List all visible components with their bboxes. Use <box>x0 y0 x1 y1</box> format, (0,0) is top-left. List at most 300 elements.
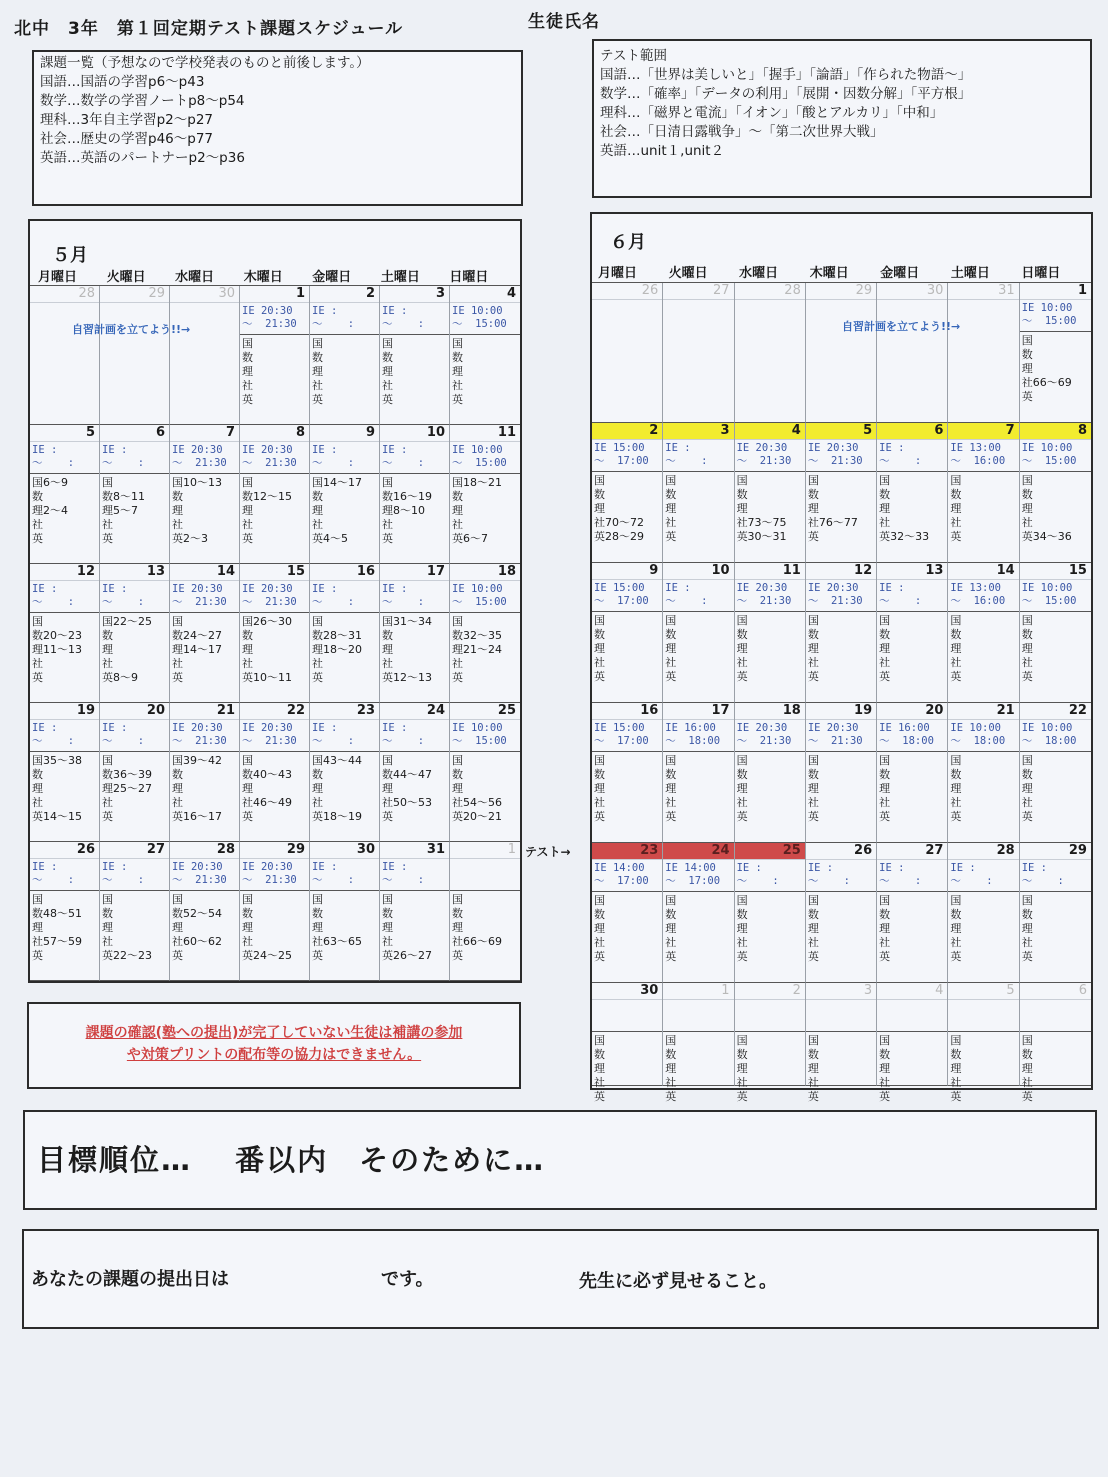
may-day-cell <box>240 286 310 425</box>
ie-time-slot: IE : ～ : <box>380 442 449 474</box>
may-day-cell <box>310 425 380 564</box>
day-number: 30 <box>592 983 662 1000</box>
test-range-line: 社会…「日清日露戦争」～「第二次世界大戦」 <box>600 124 884 140</box>
may-grid <box>30 285 520 981</box>
day-number: 4 <box>450 286 520 303</box>
june-day-cell <box>592 843 663 983</box>
june-day-cell <box>806 843 877 983</box>
ie-time-slot: IE : ～ : <box>100 859 169 891</box>
subject-pages: 国 数 理 社 英 <box>452 337 463 406</box>
day-number: 8 <box>1020 423 1091 440</box>
may-day-cell <box>100 425 170 564</box>
day-number: 7 <box>170 425 239 442</box>
warning-line-1: 課題の確認(塾への提出)が完了していない生徒は補講の参加 <box>85 1025 463 1041</box>
subject-pages: 国26～30 数 理 社 英10～11 <box>242 615 292 684</box>
ie-time-slot: IE 10:00 ～ 15:00 <box>450 303 520 335</box>
ie-time-slot: IE : ～ : <box>30 859 99 891</box>
ie-time-slot: IE : ～ : <box>380 303 449 335</box>
ie-time-slot: IE 20:30 ～ 21:30 <box>240 442 309 474</box>
day-number: 10 <box>380 425 449 442</box>
ie-time-slot: IE : ～ : <box>310 720 379 752</box>
ie-time-slot: IE 20:30 ～ 21:30 <box>170 720 239 752</box>
may-day-cell <box>240 842 310 981</box>
subject-pages: 国 数 理 社 英 <box>312 337 323 406</box>
ie-time-slot <box>663 300 733 332</box>
june-day-cell <box>877 843 948 983</box>
subject-pages: 国 数20～23 理11～13 社 英 <box>32 615 82 684</box>
day-number: 14 <box>948 563 1018 580</box>
test-range-line: 英語…unit１,unit２ <box>600 143 725 159</box>
day-number: 28 <box>170 842 239 859</box>
june-weekday-row <box>598 262 1092 281</box>
june-weekday-header: 金曜日 <box>880 266 920 281</box>
subject-pages: 国 数 理 社 英 <box>665 474 677 543</box>
day-number: 26 <box>806 843 876 860</box>
day-number: 24 <box>380 703 449 720</box>
subject-pages: 国 数 理 社76～77 英 <box>807 474 858 543</box>
subject-pages: 国31～34 数 理 社 英12～13 <box>382 615 432 684</box>
may-day-cell <box>240 425 310 564</box>
ie-time-slot <box>735 1000 805 1032</box>
subject-pages: 国 数32～35 理21～24 社 英 <box>452 615 502 684</box>
june-day-cell <box>948 283 1019 423</box>
june-day-cell <box>1020 423 1091 563</box>
subject-pages: 国 数 理 社 英 <box>665 894 677 963</box>
ie-time-slot <box>735 300 805 332</box>
subject-pages: 国 数 理 社70～72 英28～29 <box>594 474 644 543</box>
test-range-line: 国語…「世界は美しいと」「握手」「論語」「作られた物語～」 <box>600 67 972 83</box>
day-number: 9 <box>592 563 662 580</box>
ie-time-slot: IE : ～ : <box>948 860 1018 892</box>
june-day-cell <box>592 563 663 703</box>
subject-pages: 国 数 理 社 英 <box>594 894 605 963</box>
ie-time-slot: IE 13:00 ～ 16:00 <box>948 580 1018 612</box>
june-day-cell <box>735 423 806 563</box>
june-day-cell <box>1020 843 1091 983</box>
ie-time-slot: IE 14:00 ～ 17:00 <box>663 860 733 892</box>
day-number: 25 <box>450 703 520 720</box>
day-number: 23 <box>310 703 379 720</box>
may-day-cell <box>380 286 450 425</box>
subject-pages: 国 数 理 社 英32～33 <box>879 474 930 543</box>
ie-time-slot: IE : ～ : <box>735 860 805 892</box>
assignment-line: 数学…数学の学習ノートp8～p54 <box>40 93 245 109</box>
day-number: 9 <box>310 425 379 442</box>
ie-time-slot: IE : ～ : <box>380 581 449 613</box>
june-plan-note: 自習計画を立てよう!!→ <box>842 320 961 333</box>
subject-pages: 国 数12～15 理 社 英 <box>242 476 292 545</box>
may-day-cell <box>170 842 240 981</box>
day-number: 6 <box>877 423 947 440</box>
day-number: 26 <box>592 283 662 300</box>
ie-time-slot: IE : ～ : <box>310 859 379 891</box>
ie-time-slot: IE : ～ : <box>877 860 947 892</box>
day-number: 16 <box>592 703 662 720</box>
day-number: 6 <box>100 425 169 442</box>
subject-pages: 国18～21 数 理 社 英6～7 <box>452 476 502 545</box>
subject-pages: 国 数 理 社73～75 英30～31 <box>736 474 787 543</box>
day-number: 29 <box>100 286 169 303</box>
day-number: 3 <box>380 286 449 303</box>
ie-time-slot: IE 10:00 ～ 15:00 <box>1020 580 1091 612</box>
may-day-cell <box>100 286 170 425</box>
subject-pages: 国10～13 数 理 社 英2～3 <box>172 476 222 545</box>
ie-time-slot: IE : ～ : <box>30 720 99 752</box>
day-number: 22 <box>1020 703 1091 720</box>
june-day-cell <box>948 563 1019 703</box>
day-number: 25 <box>735 843 805 860</box>
ie-time-slot: IE 14:00 ～ 17:00 <box>592 860 662 892</box>
ie-time-slot: IE 20:30 ～ 21:30 <box>735 580 805 612</box>
ie-time-slot: IE 10:00 ～ 15:00 <box>1020 440 1091 472</box>
subject-pages: 国 数 理 社 英 <box>736 614 748 683</box>
subject-pages: 国 数 理 社 英 <box>950 614 962 683</box>
may-day-cell <box>310 286 380 425</box>
ie-time-slot: IE 20:30 ～ 21:30 <box>240 581 309 613</box>
june-day-cell <box>592 703 663 843</box>
june-day-cell <box>1020 283 1091 423</box>
june-day-cell <box>663 703 734 843</box>
june-day-cell <box>663 563 734 703</box>
june-weekday-header: 日曜日 <box>1021 266 1061 281</box>
day-number: 5 <box>806 423 876 440</box>
day-number: 18 <box>450 564 520 581</box>
ie-time-slot: IE : ～ : <box>663 580 733 612</box>
subject-pages: 国 数 理 社 英 <box>665 614 677 683</box>
submission-text-1: あなたの課題の提出日は <box>31 1269 229 1290</box>
june-day-cell <box>948 423 1019 563</box>
june-calendar <box>590 212 1093 1103</box>
june-weekday-header: 土曜日 <box>950 266 990 281</box>
day-number: 14 <box>170 564 239 581</box>
may-day-cell <box>380 425 450 564</box>
may-day-cell <box>310 703 380 842</box>
page-title: 北中 3年 第１回定期テスト課題スケジュール <box>14 19 404 39</box>
day-number: 11 <box>735 563 805 580</box>
ie-time-slot: IE : ～ : <box>30 442 99 474</box>
subject-pages: 国 数 理 社 英 <box>950 894 962 963</box>
test-range-line: 理科…「磁界と電流」「イオン」「酸とアルカリ」「中和」 <box>600 105 944 121</box>
subject-pages: 国 数 理 社 英 <box>950 474 962 543</box>
may-day-cell <box>30 703 100 842</box>
subject-pages: 国 数 理 社 英34～36 <box>1021 474 1072 543</box>
ie-time-slot: IE : ～ : <box>100 442 169 474</box>
subject-pages: 国 数 理 社 英26～27 <box>382 893 432 962</box>
june-day-cell <box>735 843 806 983</box>
ie-time-slot: IE 20:30 ～ 21:30 <box>170 442 239 474</box>
may-day-cell <box>450 703 520 842</box>
subject-pages: 国 数 理 社 英 <box>382 337 393 406</box>
may-weekday-header: 日曜日 <box>449 270 489 285</box>
may-day-cell <box>380 842 450 981</box>
ie-time-slot: IE 13:00 ～ 16:00 <box>948 440 1018 472</box>
subject-pages: 国 数36～39 理25～27 社 英 <box>102 754 152 823</box>
subject-pages: 国14～17 数 理 社 英4～5 <box>312 476 362 545</box>
subject-pages: 国 数24～27 理14～17 社 英 <box>172 615 222 684</box>
may-month-label: ５月 <box>52 245 88 266</box>
subject-pages: 国 数 理 社 英 <box>1021 1034 1033 1103</box>
day-number: 17 <box>663 703 733 720</box>
subject-pages: 国 数 理 社 英 <box>736 1034 748 1103</box>
ie-time-slot: IE 20:30 ～ 21:30 <box>806 720 876 752</box>
day-number: 1 <box>663 983 733 1000</box>
day-number: 15 <box>240 564 309 581</box>
submission-text-3: 先生に必ず見せること。 <box>579 1271 777 1292</box>
day-number: 2 <box>592 423 662 440</box>
june-grid <box>592 282 1091 1103</box>
subject-pages: 国 数 理 社 英 <box>879 754 891 823</box>
june-day-cell <box>592 283 663 423</box>
day-number: 4 <box>735 423 805 440</box>
ie-time-slot: IE 20:30 ～ 21:30 <box>806 580 876 612</box>
june-day-cell <box>806 703 877 843</box>
june-day-cell <box>948 703 1019 843</box>
subject-pages: 国 数 理 社 英 <box>736 754 748 823</box>
submission-box <box>22 1229 1099 1329</box>
may-day-cell <box>100 564 170 703</box>
day-number: 12 <box>30 564 99 581</box>
may-day-cell <box>30 425 100 564</box>
may-day-cell <box>310 842 380 981</box>
day-number: 27 <box>877 843 947 860</box>
subject-pages: 国 数44～47 理 社50～53 英 <box>382 754 432 823</box>
test-range-line: 数学…「確率」「データの利用」「展開・因数分解」「平方根」 <box>600 86 972 102</box>
day-number: 30 <box>170 286 239 303</box>
subject-pages <box>663 332 733 334</box>
ie-time-slot <box>806 1000 876 1032</box>
ie-time-slot <box>663 1000 733 1032</box>
ie-time-slot: IE : ～ : <box>30 581 99 613</box>
ie-time-slot: IE 15:00 ～ 17:00 <box>592 720 662 752</box>
june-weekday-header: 月曜日 <box>598 266 638 281</box>
ie-time-slot: IE : ～ : <box>877 440 947 472</box>
subject-pages: 国 数 理 社 英 <box>1021 614 1033 683</box>
day-number: 24 <box>663 843 733 860</box>
ie-time-slot: IE 20:30 ～ 21:30 <box>170 581 239 613</box>
day-number: 29 <box>240 842 309 859</box>
day-number: 1 <box>450 842 520 859</box>
day-number: 28 <box>948 843 1018 860</box>
ie-time-slot: IE 15:00 ～ 17:00 <box>592 440 662 472</box>
june-day-cell <box>806 983 877 1103</box>
ie-time-slot: IE 20:30 ～ 21:30 <box>806 440 876 472</box>
subject-pages: 国 数 理 社 英22～23 <box>102 893 152 962</box>
day-number: 23 <box>592 843 662 860</box>
day-number: 5 <box>948 983 1018 1000</box>
june-day-cell <box>663 423 734 563</box>
ie-time-slot: IE : ～ : <box>380 720 449 752</box>
subject-pages: 国 数 理 社66～69 英 <box>452 893 502 962</box>
warning-line-2: や対策プリントの配布等の協力はできません。 <box>126 1047 422 1063</box>
day-number: 12 <box>806 563 876 580</box>
subject-pages: 国 数 理 社 英 <box>807 754 819 823</box>
june-weekday-header: 木曜日 <box>809 266 849 281</box>
ie-time-slot: IE 16:00 ～ 18:00 <box>877 720 947 752</box>
june-weekday-header: 火曜日 <box>668 266 708 281</box>
day-number: 17 <box>380 564 449 581</box>
subject-pages: 国 数 理 社 英 <box>242 337 253 406</box>
day-number: 28 <box>30 286 99 303</box>
may-weekday-header: 水曜日 <box>175 270 215 285</box>
test-range-line: テスト範囲 <box>600 48 667 64</box>
goal-text: 目標順位… 番以内 そのために… <box>37 1143 546 1177</box>
day-number: 6 <box>1020 983 1091 1000</box>
june-day-cell <box>948 843 1019 983</box>
subject-pages: 国 数40～43 理 社46～49 英 <box>242 754 292 823</box>
day-number: 8 <box>240 425 309 442</box>
ie-time-slot: IE : ～ : <box>1020 860 1091 892</box>
subject-pages: 国 数8～11 理5～7 社 英 <box>102 476 145 545</box>
day-number: 1 <box>240 286 309 303</box>
may-weekday-header: 木曜日 <box>243 270 283 285</box>
june-day-cell <box>806 563 877 703</box>
may-day-cell <box>450 842 520 981</box>
assignment-line: 英語…英語のパートナーp2～p36 <box>40 150 245 166</box>
subject-pages: 国35～38 数 理 社 英14～15 <box>32 754 82 823</box>
day-number: 28 <box>735 283 805 300</box>
ie-time-slot: IE : ～ : <box>663 440 733 472</box>
june-day-cell <box>806 283 877 423</box>
subject-pages: 国 数 理 社 英 <box>1021 754 1033 823</box>
ie-time-slot <box>592 300 662 332</box>
ie-time-slot: IE : ～ : <box>310 303 379 335</box>
subject-pages: 国 数16～19 理8～10 社 英 <box>382 476 432 545</box>
day-number: 11 <box>450 425 520 442</box>
day-number: 30 <box>877 283 947 300</box>
ie-time-slot: IE 16:00 ～ 18:00 <box>663 720 733 752</box>
ie-time-slot: IE 10:00 ～ 15:00 <box>450 581 520 613</box>
june-day-cell <box>735 283 806 423</box>
ie-time-slot: IE 20:30 ～ 21:30 <box>240 303 309 335</box>
day-number: 13 <box>877 563 947 580</box>
day-number: 16 <box>310 564 379 581</box>
june-day-cell <box>592 983 663 1103</box>
day-number: 20 <box>100 703 169 720</box>
day-number: 20 <box>877 703 947 720</box>
assignment-line: 課題一覧（予想なので学校発表のものと前後します。） <box>40 55 370 71</box>
may-day-cell <box>380 564 450 703</box>
subject-pages: 国 数 理 社 英 <box>807 894 819 963</box>
subject-pages: 国 数 理 社 英 <box>665 1034 677 1103</box>
subject-pages: 国 数 理 社 英 <box>1021 894 1033 963</box>
june-day-cell <box>663 843 734 983</box>
may-day-cell <box>170 564 240 703</box>
subject-pages: 国 数 理 社 英24～25 <box>242 893 292 962</box>
day-number: 18 <box>735 703 805 720</box>
ie-time-slot: IE 10:00 ～ 15:00 <box>450 442 520 474</box>
day-number: 29 <box>806 283 876 300</box>
ie-time-slot: IE : ～ : <box>806 860 876 892</box>
day-number: 19 <box>30 703 99 720</box>
student-name-label: 生徒氏名 <box>528 12 600 32</box>
ie-time-slot: IE : ～ : <box>100 720 169 752</box>
may-day-cell <box>100 703 170 842</box>
subject-pages: 国 数 理 社 英 <box>879 614 891 683</box>
ie-time-slot <box>450 859 520 891</box>
june-day-cell <box>877 563 948 703</box>
may-weekday-header: 火曜日 <box>106 270 146 285</box>
may-day-cell <box>170 425 240 564</box>
subject-pages: 国 数 理 社 英 <box>807 614 819 683</box>
may-day-cell <box>310 564 380 703</box>
day-number: 22 <box>240 703 309 720</box>
may-day-cell <box>450 564 520 703</box>
june-day-cell <box>735 563 806 703</box>
ie-time-slot <box>592 1000 662 1032</box>
june-day-cell <box>663 983 734 1103</box>
day-number: 1 <box>1020 283 1091 300</box>
day-number: 4 <box>877 983 947 1000</box>
ie-time-slot <box>877 1000 947 1032</box>
test-arrow-label: テスト→ <box>525 845 571 859</box>
ie-time-slot: IE 10:00 ～ 15:00 <box>450 720 520 752</box>
may-day-cell <box>30 564 100 703</box>
day-number: 26 <box>30 842 99 859</box>
ie-time-slot <box>1020 1000 1091 1032</box>
ie-time-slot: IE 15:00 ～ 17:00 <box>592 580 662 612</box>
subject-pages: 国 数 理 社66～69 英 <box>1021 334 1072 403</box>
day-number: 10 <box>663 563 733 580</box>
ie-time-slot: IE : ～ : <box>877 580 947 612</box>
assignment-list-box <box>32 50 523 206</box>
subject-pages: 国 数 理 社 英 <box>665 754 677 823</box>
may-day-cell <box>380 703 450 842</box>
may-weekday-row <box>38 266 518 285</box>
ie-time-slot: IE 10:00 ～ 18:00 <box>948 720 1018 752</box>
day-number: 27 <box>663 283 733 300</box>
june-day-cell <box>663 283 734 423</box>
day-number: 3 <box>806 983 876 1000</box>
ie-time-slot: IE : ～ : <box>310 581 379 613</box>
test-range-box <box>592 39 1092 198</box>
subject-pages: 国 数 理 社 英 <box>950 754 962 823</box>
subject-pages: 国22～25 数 理 社 英8～9 <box>102 615 152 684</box>
june-day-cell <box>877 423 948 563</box>
june-day-cell <box>735 983 806 1103</box>
june-day-cell <box>1020 703 1091 843</box>
june-day-cell <box>1020 983 1091 1103</box>
assignment-line: 国語…国語の学習p6～p43 <box>40 74 205 90</box>
day-number: 13 <box>100 564 169 581</box>
subject-pages: 国 数52～54 理 社60～62 英 <box>172 893 222 962</box>
subject-pages: 国 数 理 社 英 <box>879 1034 891 1103</box>
may-plan-note: 自習計画を立てよう!!→ <box>72 323 191 336</box>
ie-time-slot: IE 20:30 ～ 21:30 <box>240 720 309 752</box>
ie-time-slot: IE 20:30 ～ 21:30 <box>735 720 805 752</box>
day-number: 3 <box>663 423 733 440</box>
subject-pages: 国 数 理 社 英 <box>736 894 748 963</box>
ie-time-slot: IE : ～ : <box>380 859 449 891</box>
subject-pages: 国 数 理 社 英 <box>594 1034 605 1103</box>
day-number: 27 <box>100 842 169 859</box>
ie-time-slot: IE : ～ : <box>100 581 169 613</box>
day-number: 31 <box>380 842 449 859</box>
assignment-line: 理科…3年自主学習p2～p27 <box>40 112 213 128</box>
may-day-cell <box>30 286 100 425</box>
june-weekday-header: 水曜日 <box>739 266 779 281</box>
june-day-cell <box>1020 563 1091 703</box>
may-day-cell <box>30 842 100 981</box>
subject-pages: 国 数 理 社 英 <box>594 614 605 683</box>
subject-pages: 国 数 理 社54～56 英20～21 <box>452 754 502 823</box>
subject-pages: 国 数 理 社 英 <box>879 894 891 963</box>
may-day-cell <box>170 703 240 842</box>
june-day-cell <box>877 983 948 1103</box>
ie-time-slot: IE 20:30 ～ 21:30 <box>170 859 239 891</box>
day-number: 7 <box>948 423 1018 440</box>
subject-pages: 国39～42 数 理 社 英16～17 <box>172 754 222 823</box>
subject-pages <box>735 332 805 334</box>
